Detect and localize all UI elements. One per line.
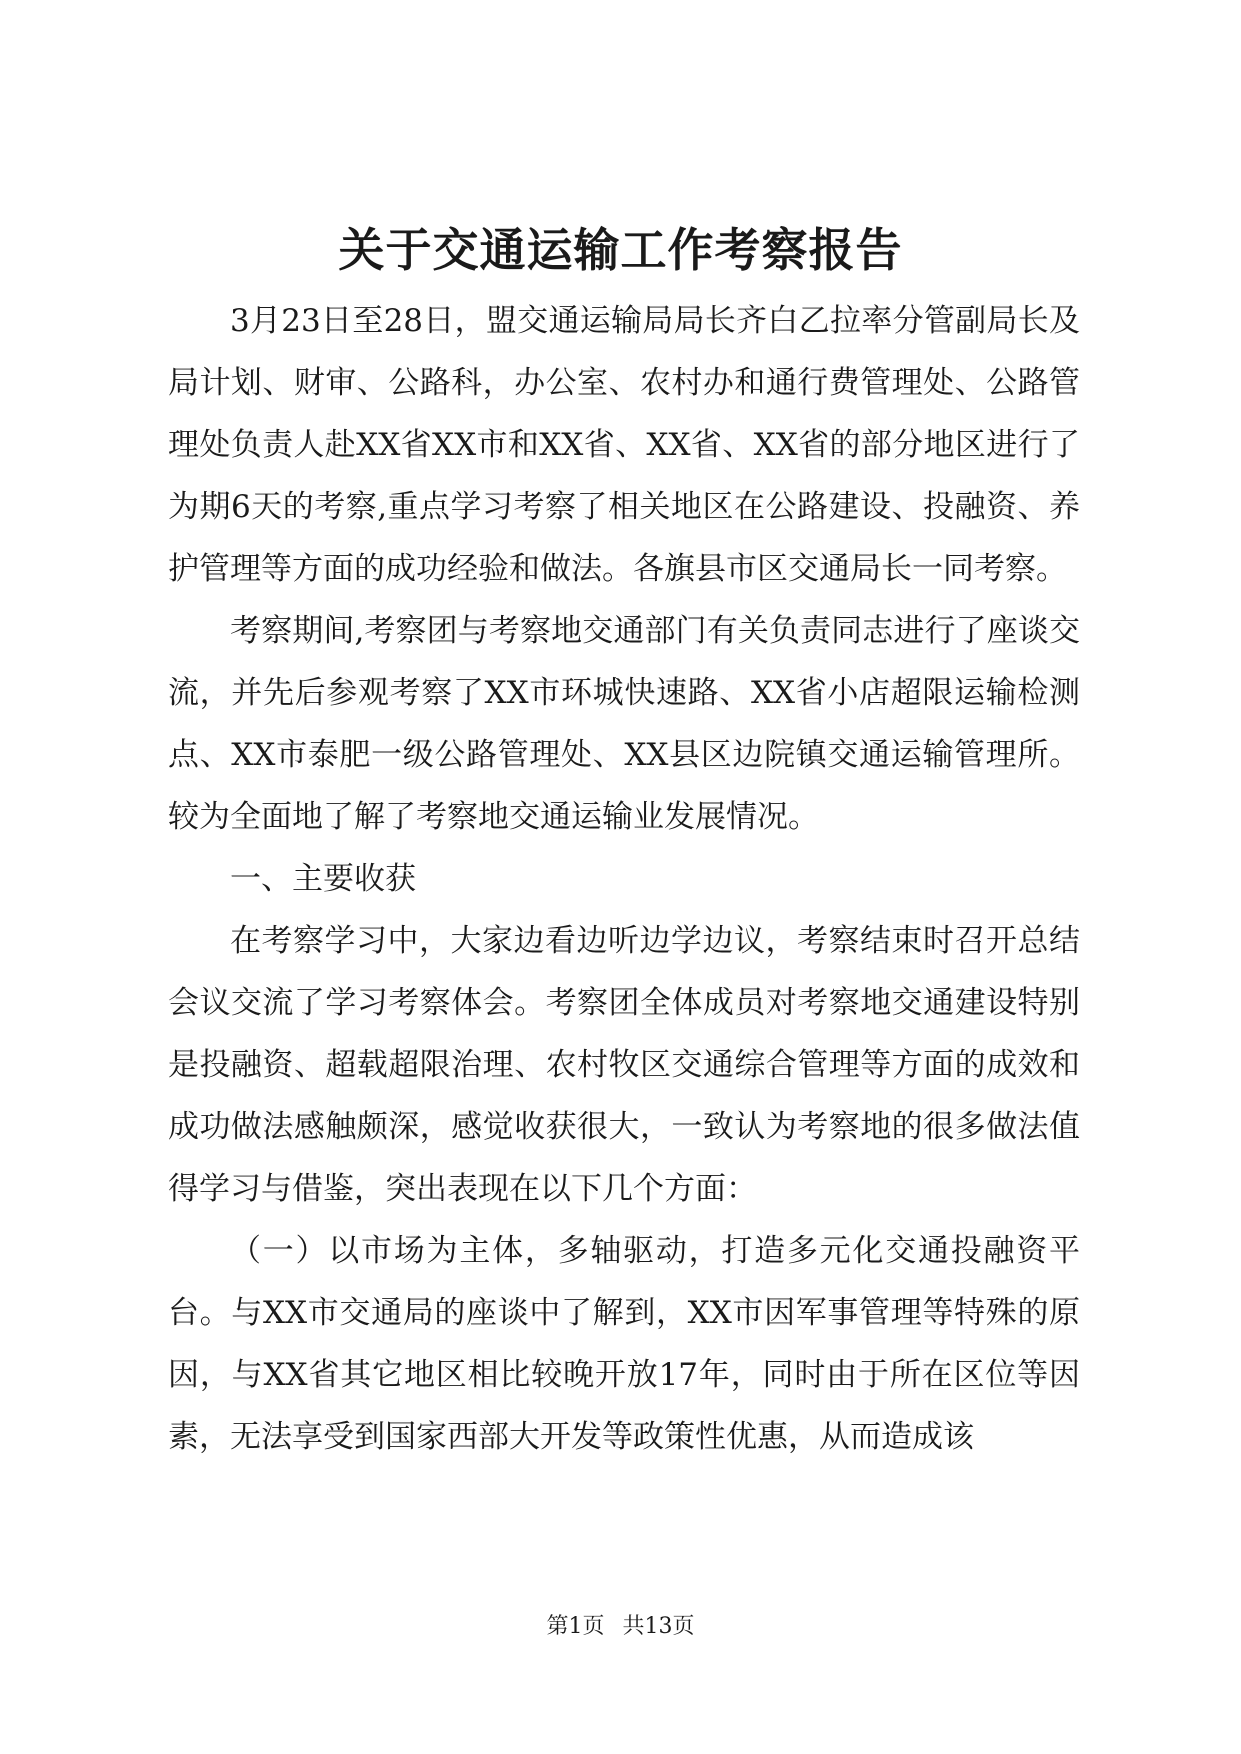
section-heading: 一、主要收获 [230, 861, 416, 897]
paragraph-point-one: （一）以市场为主体，多轴驱动，打造多元化交通投融资平台。与XX市交通局的座谈中了解到，XX市因军事管理等特殊的原因，与XX省其它地区相比较晚开放17年，同时由于所在区位等因素，无法享受到国家西部大开发等政策性优惠，从而造成该 [168, 1233, 1080, 1455]
paragraph-visit: 考察期间,考察团与考察地交通部门有关负责同志进行了座谈交流，并先后参观考察了XX市环城快速路、XX省小店超限运输检测点、XX市泰肥一级公路管理处、XX县区边院镇交通运输管理所。较为全面地了解了考察地交通运输业发展情况。 [168, 613, 1080, 835]
page-number: 第1页 [546, 1614, 605, 1639]
page-footer [0, 1612, 1241, 1642]
paragraph-gains: 在考察学习中，大家边看边听边学边议，考察结束时召开总结会议交流了学习考察体会。考察团全体成员对考察地交通建设特别是投融资、超载超限治理、农村牧区交通综合管理等方面的成效和成功做法感触颇深，感觉收获很大，一致认为考察地的很多做法值得学习与借鉴，突出表现在以下几个方面： [168, 923, 1080, 1207]
page-total: 共13页 [622, 1614, 695, 1639]
document-body [168, 290, 1080, 1468]
paragraph-intro: 3月23日至28日，盟交通运输局局长齐白乙拉率分管副局长及局计划、财审、公路科，办公室、农村办和通行费管理处、公路管理处负责人赴XX省XX市和XX省、XX省、XX省的部分地区进行了为期6天的考察,重点学习考察了相关地区在公路建设、投融资、养护管理等方面的成功经验和做法。各旗县市区交通局长一同考察。 [168, 303, 1080, 587]
document-title: 关于交通运输工作考察报告 [338, 223, 903, 277]
